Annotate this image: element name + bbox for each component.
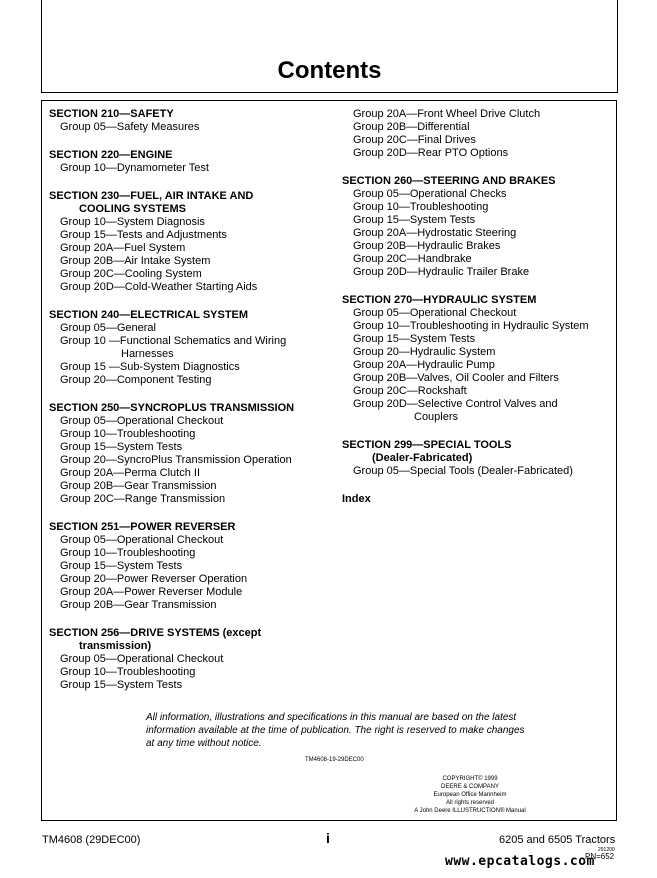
group-entry: Group 15—Tests and Adjustments xyxy=(60,229,227,241)
group-entry: Group 20B—Gear Transmission xyxy=(60,480,217,492)
group-entry: Group 20B—Hydraulic Brakes xyxy=(353,240,501,252)
page-title: Contents xyxy=(277,57,382,84)
tm-code: TM4608-19-29DEC00 xyxy=(305,757,364,763)
group-entry: Group 20C—Rockshaft xyxy=(353,385,467,397)
group-entry: Group 20D—Cold-Weather Starting Aids xyxy=(60,281,258,293)
group-entry: Group 05—Operational Checks xyxy=(353,188,507,200)
section-heading: SECTION 260—STEERING AND BRAKES xyxy=(342,175,556,187)
section-heading-continuation: (Dealer-Fabricated) xyxy=(372,452,473,464)
contents-section xyxy=(342,294,610,424)
group-entry: Group 10 —Functional Schematics and Wiring Harnesses xyxy=(49,335,309,361)
group-entry: Group 10—System Diagnosis xyxy=(60,216,205,228)
contents-right-column xyxy=(342,108,610,506)
group-entry: Group 20D—Hydraulic Trailer Brake xyxy=(353,266,530,278)
group-entry: Group 20A—Fuel System xyxy=(60,242,186,254)
group-entry: Group 20—Hydraulic System xyxy=(353,346,496,358)
contents-section xyxy=(342,175,610,279)
group-entry: Group 10—Troubleshooting in Hydraulic System xyxy=(353,320,589,332)
group-entry: Group 15—System Tests xyxy=(60,560,183,572)
group-entry-continuation: Couplers xyxy=(414,411,459,423)
group-entry: Group 15—System Tests xyxy=(60,441,183,453)
disclaimer-text: All information, illustrations and specifications in this manual are based on the latest information available at the time of publication. The right is reserved to make changes at any time without notice. xyxy=(146,712,525,749)
section-heading: SECTION 220—ENGINE xyxy=(49,149,173,161)
section-heading: SECTION 250—SYNCROPLUS TRANSMISSION xyxy=(49,402,295,414)
section-heading-continuation: transmission) xyxy=(79,640,152,652)
group-entry: Group 05—Operational Checkout xyxy=(60,415,224,427)
contents-section xyxy=(49,108,309,134)
group-entry: Group 20B—Valves, Oil Cooler and Filters xyxy=(353,372,559,384)
group-entry: Group 10—Troubleshooting xyxy=(60,666,196,678)
group-entry: Group 10—Dynamometer Test xyxy=(60,162,209,174)
contents-section xyxy=(342,439,610,478)
section-heading: SECTION 230—FUEL, AIR INTAKE AND COOLING SYSTEMS xyxy=(49,190,309,216)
watermark-url: www.epcatalogs.com xyxy=(445,854,595,869)
contents-section xyxy=(49,402,309,506)
group-entry: Group 05—Special Tools (Dealer-Fabricated) xyxy=(353,465,573,477)
group-entry: Group 10—Troubleshooting xyxy=(60,547,196,559)
group-entry: Group 15 —Sub-System Diagnostics xyxy=(60,361,240,373)
group-entry: Group 20—Component Testing xyxy=(60,374,212,386)
footer-page-code: PN=652 xyxy=(585,852,615,861)
group-entry: Group 20B—Gear Transmission xyxy=(60,599,217,611)
group-entry: Group 20B—Differential xyxy=(353,121,470,133)
group-entry: Group 10—Troubleshooting xyxy=(60,428,196,440)
group-entry: Group 20C—Range Transmission xyxy=(60,493,226,505)
group-entry: Group 10—Troubleshooting xyxy=(353,201,489,213)
index-entry: Index xyxy=(342,493,371,505)
group-entry: Group 20B—Air Intake System xyxy=(60,255,211,267)
group-entry: Group 05—General xyxy=(60,322,156,334)
group-entry: Group 20D—Rear PTO Options xyxy=(353,147,509,159)
section-heading: SECTION 240—ELECTRICAL SYSTEM xyxy=(49,309,249,321)
footer-page-number: i xyxy=(326,830,330,846)
group-entry: Group 15—System Tests xyxy=(60,679,183,691)
group-entry: Group 05—Operational Checkout xyxy=(60,534,224,546)
group-entry: Group 05—Safety Measures xyxy=(60,121,200,133)
section-heading: SECTION 256—DRIVE SYSTEMS (except transmission) xyxy=(49,627,309,653)
footer-small-code: 291200 xyxy=(598,847,615,853)
contents-section xyxy=(49,521,309,612)
group-entry: Group 20—Power Reverser Operation xyxy=(60,573,248,585)
group-entry: Group 05—Operational Checkout xyxy=(60,653,224,665)
section-heading: SECTION 270—HYDRAULIC SYSTEM xyxy=(342,294,537,306)
continued-groups xyxy=(342,108,610,160)
group-entry: Group 15—System Tests xyxy=(353,333,476,345)
contents-section xyxy=(49,309,309,387)
group-entry: Group 20A—Hydrostatic Steering xyxy=(353,227,517,239)
footer-manual-code: TM4608 (29DEC00) xyxy=(42,834,141,846)
section-heading: SECTION 251—POWER REVERSER xyxy=(49,521,236,533)
copyright-line: COPYRIGHT© 1999 xyxy=(442,776,498,782)
copyright-line: All rights reserved xyxy=(445,800,495,806)
contents-section xyxy=(49,149,309,175)
copyright-line: A John Deere ILLUSTRUCTION® Manual xyxy=(414,808,526,814)
group-entry: Group 20D—Selective Control Valves and Couplers xyxy=(342,398,610,424)
contents-left-column xyxy=(49,108,309,707)
footer-product-name: 6205 and 6505 Tractors xyxy=(499,834,616,846)
group-entry: Group 20A—Front Wheel Drive Clutch xyxy=(353,108,541,120)
group-entry: Group 20C—Cooling System xyxy=(60,268,202,280)
group-entry-continuation: Harnesses xyxy=(121,348,174,360)
copyright-line: DEERE & COMPANY xyxy=(441,784,499,790)
group-entry: Group 20—SyncroPlus Transmission Operation xyxy=(60,454,292,466)
group-entry: Group 20A—Power Reverser Module xyxy=(60,586,243,598)
group-entry: Group 15—System Tests xyxy=(353,214,476,226)
group-entry: Group 05—Operational Checkout xyxy=(353,307,517,319)
title-rule xyxy=(41,92,618,93)
group-entry: Group 20C—Handbrake xyxy=(353,253,472,265)
contents-section xyxy=(49,627,309,692)
copyright-block xyxy=(395,775,545,815)
section-heading-continuation: COOLING SYSTEMS xyxy=(79,203,186,215)
group-entry: Group 20A—Perma Clutch II xyxy=(60,467,201,479)
group-entry: Group 20A—Hydraulic Pump xyxy=(353,359,495,371)
contents-section xyxy=(49,190,309,294)
section-heading: SECTION 299—SPECIAL TOOLS (Dealer-Fabricated) xyxy=(342,439,610,465)
section-heading: SECTION 210—SAFETY xyxy=(49,108,174,120)
copyright-line: European Office Mannheim xyxy=(433,792,507,798)
group-entry: Group 20C—Final Drives xyxy=(353,134,476,146)
